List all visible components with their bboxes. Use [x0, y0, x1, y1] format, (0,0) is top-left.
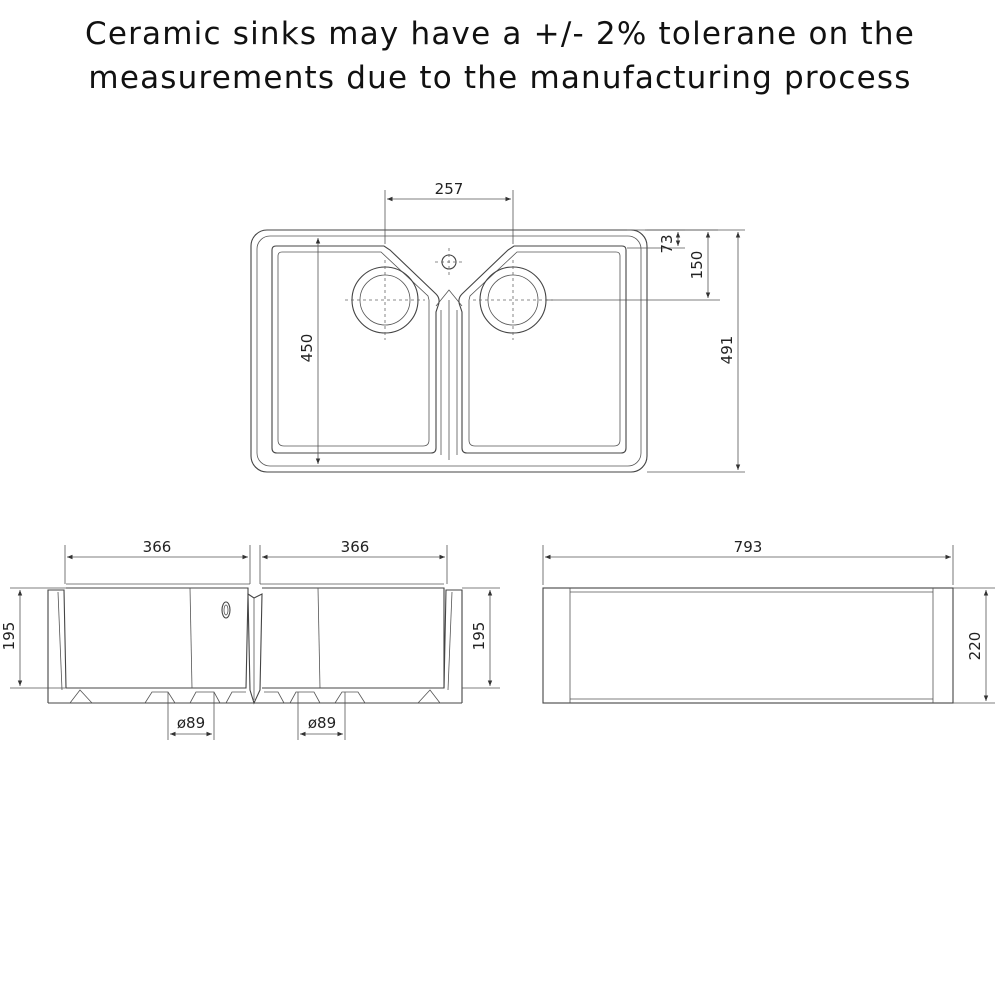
dimension-dia89-left	[168, 692, 214, 740]
front-right-wall-inner	[448, 592, 452, 690]
front-right-wall	[444, 590, 462, 703]
dimension-450-label: 450	[298, 333, 316, 363]
right-waste-hole	[473, 260, 720, 340]
front-center-divider	[248, 594, 262, 703]
dimension-195-left-label: 195	[0, 621, 18, 651]
front-left-wall-inner	[58, 592, 62, 690]
right-bowl-inner	[469, 252, 620, 446]
tap-hole	[435, 248, 463, 276]
dimension-257	[385, 180, 513, 244]
tolerance-note-line-2: measurements due to the manufacturing process	[88, 60, 912, 96]
top-view	[251, 180, 745, 472]
dimension-195-left	[0, 588, 66, 688]
dimension-73-label: 73	[658, 234, 676, 254]
side-view-outline	[543, 588, 953, 703]
dimension-dia89-right	[298, 692, 345, 740]
front-left-bowl	[66, 588, 248, 688]
dimension-257-label: 257	[434, 180, 464, 198]
dimension-150-label: 150	[688, 250, 706, 280]
dimension-dia89-right-label: ø89	[307, 714, 337, 732]
dimension-793-label: 793	[733, 538, 763, 556]
dimension-450	[298, 238, 318, 464]
right-bowl-outline	[459, 246, 626, 453]
front-left-wall	[48, 590, 66, 703]
dimension-366-right	[260, 538, 447, 584]
overflow-slot	[222, 602, 230, 618]
dimension-195-right-label: 195	[470, 621, 488, 651]
dimension-366-left-label: 366	[142, 538, 172, 556]
side-view	[543, 538, 995, 703]
dimension-150	[645, 230, 718, 298]
dimension-220	[953, 588, 995, 703]
tolerance-note-line-1: Ceramic sinks may have a +/- 2% tolerane on the	[84, 16, 916, 52]
dimension-491-label: 491	[718, 335, 736, 365]
front-right-bowl	[262, 588, 444, 688]
front-section-view	[0, 538, 500, 740]
dimension-793	[543, 538, 953, 585]
dimension-195-right	[462, 588, 500, 688]
dimension-220-label: 220	[966, 631, 984, 661]
dimension-73	[627, 230, 685, 254]
front-left-bowl-seam	[190, 588, 192, 688]
dimension-366-right-label: 366	[340, 538, 370, 556]
dimension-366-left	[65, 538, 250, 584]
front-right-bowl-seam	[318, 588, 320, 688]
dimension-dia89-left-label: ø89	[176, 714, 206, 732]
